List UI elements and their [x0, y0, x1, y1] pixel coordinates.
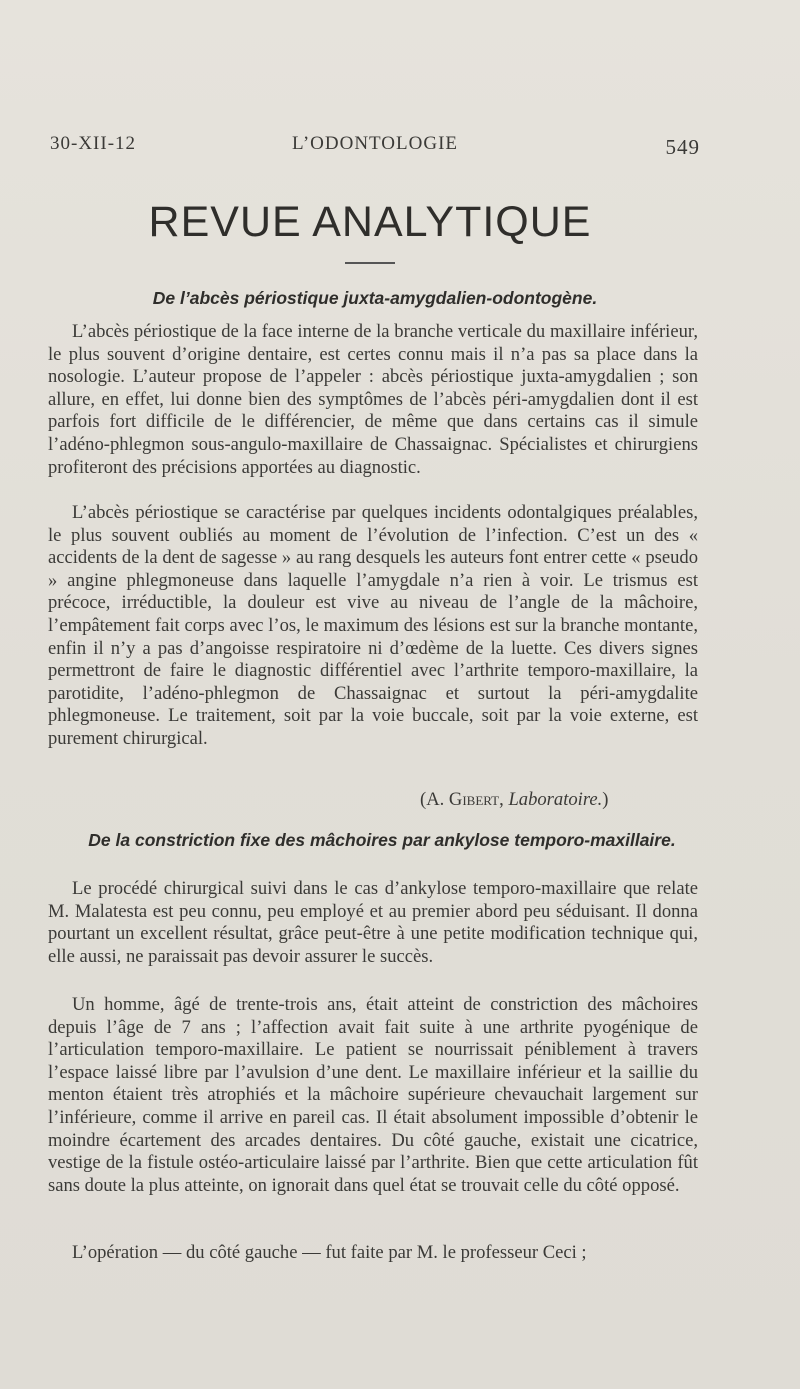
journal-name: L’ODONTOLOGIE	[291, 133, 459, 154]
citation: (A. Gibert, Laboratoire.)	[420, 789, 609, 810]
citation-author: A. Gibert	[426, 789, 500, 810]
running-header	[50, 133, 700, 163]
section-heading-abces: De l’abcès périostique juxta-amygdalien-odontogène.	[152, 288, 598, 308]
page-number: 549	[665, 135, 700, 159]
section-heading-constriction: De la constriction fixe des mâchoires par ankylose temporo-maxillaire.	[88, 830, 676, 850]
paragraph-constriction-3: L’opération — du côté gauche — fut faite par M. le professeur Ceci ;	[72, 1242, 587, 1263]
issue-date: 30-XII-12	[50, 133, 137, 154]
page-title: REVUE ANALYTIQUE	[148, 198, 592, 246]
paragraph-constriction-1: Le procédé chirurgical suivi dans le cas d’ankylose temporo-maxillaire que relate M. Malatesta est peu connu, peu employé et au premier abord peu séduisant. Il donna pourtant un excellent résultat, grâce peut-être à une petite modification technique qui, elle aussi, ne paraissait pas devoir assurer le succès.	[48, 878, 698, 967]
paragraph-constriction-2: Un homme, âgé de trente-trois ans, était atteint de constriction des mâchoires depuis l’âge de 7 ans ; l’affection avait fait suite à une arthrite pyogénique de l’articulation temporo-maxillaire. Le patient se nourrissait péniblement à travers l’espace laissé libre par l’avulsion d’une dent. Le maxillaire inférieur et la saillie du menton étaient très atrophiés et la mâchoire supérieure chevauchait largement sur l’inférieure, comme il arrive en pareil cas. Il était absolument impossible d’obtenir le moindre écartement des arcades dentaires. Du côté gauche, existait une cicatrice, vestige de la fistule ostéo-articulaire laissé par l’arthrite. Bien que cette articulation fût sans doute la plus atteinte, on ignorait dans quel état se trouvait celle du côté opposé.	[48, 994, 698, 1196]
citation-source: Laboratoire.	[508, 789, 603, 810]
paragraph-abces-1: L’abcès périostique de la face interne de la branche verticale du maxillaire inférieur, le plus souvent d’origine dentaire, est certes connu mais il n’a pas sa place dans la nosologie. L’auteur propose de l’appeler : abcès périostique juxta-amygdalien ; son allure, en effet, lui donne bien des symptômes de l’abcès péri-amygdalien dont il est parfois fort difficile de le différencier, de même que dans certains cas il simule l’adéno-phlegmon sous-angulo-maxillaire de Chassaignac. Spécialistes et chirurgiens profiteront des précisions apportées au diagnostic.	[48, 321, 698, 478]
paragraph-abces-2: L’abcès périostique se caractérise par quelques incidents odontalgiques préalables, le plus souvent oubliés au moment de l’évolution de l’infection. C’est un des « accidents de la dent de sagesse » au rang desquels les auteurs font entrer cette « pseudo » angine phlegmoneuse dans laquelle l’amygdale n’a rien à voir. Le trismus est précoce, irréductible, la douleur est vive au niveau de l’angle de la mâchoire, l’empâtement fait corps avec l’os, le maximum des lésions est sur la branche montante, enfin il n’y a pas d’angoisse respiratoire ni d’œdème de la luette. Ces divers signes permettront de faire le diagnostic différentiel avec l’arthrite temporo-maxillaire, la parotidite, l’adéno-phlegmon de Chassaignac et surtout la péri-amygdalite phlegmoneuse. Le traitement, soit par la voie buccale, soit par la voie externe, est purement chirurgical.	[48, 502, 698, 749]
title-divider	[345, 262, 395, 264]
